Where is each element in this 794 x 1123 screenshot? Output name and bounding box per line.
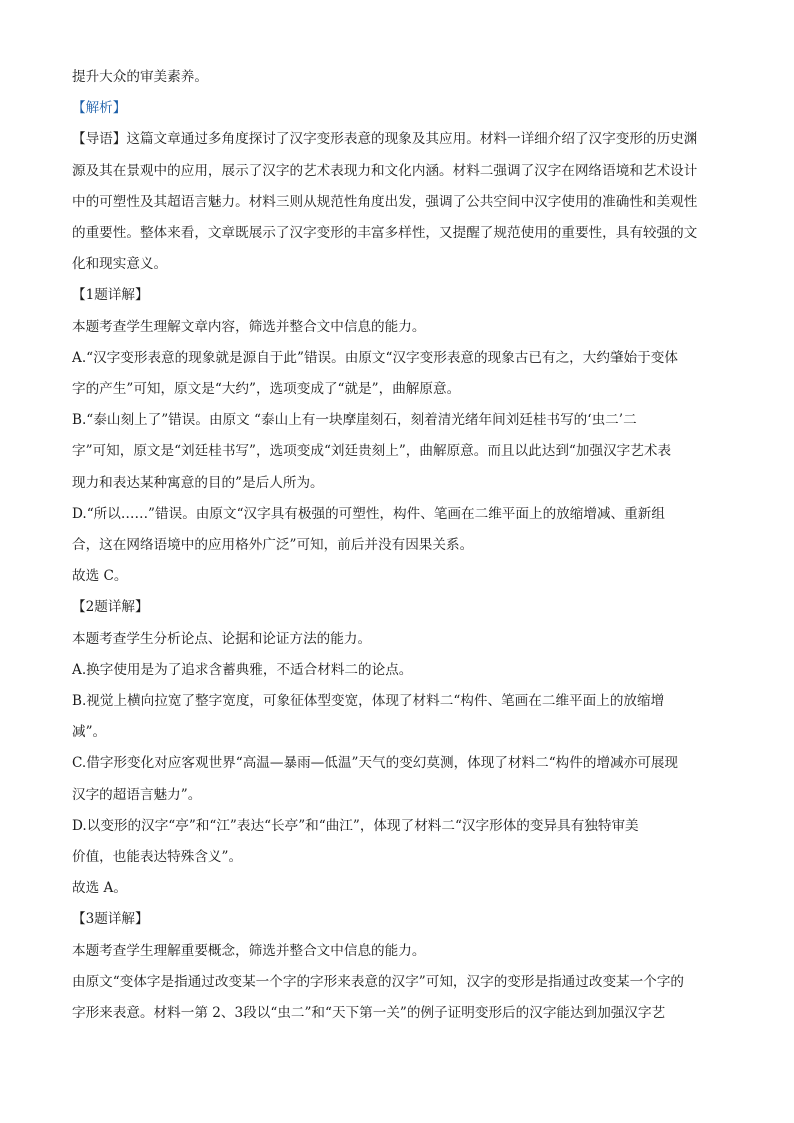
text-line: 化和现实意义。: [72, 256, 168, 273]
answer-line: 故选 A。: [72, 880, 127, 897]
text-line: 现力和表达某种寓意的目的”是后人所为。: [72, 474, 324, 491]
text-line: 合，这在网络语境中的应用格外广泛”可知，前后并没有因果关系。: [72, 537, 474, 554]
text-line: 字形来表意。材料一第 2、3段以“虫二”和“天下第一关”的例子证明变形后的汉字能达到加强汉字艺: [72, 1005, 666, 1022]
text-line: 中的可塑性及其超语言魅力。材料三则从规范性角度出发，强调了公共空间中汉字使用的准确性和美观性: [72, 193, 698, 210]
section-heading-q1: 【1题详解】: [72, 287, 149, 304]
text-line: 本题考查学生理解文章内容，筛选并整合文中信息的能力。: [72, 318, 426, 335]
text-line: 本题考查学生理解重要概念，筛选并整合文中信息的能力。: [72, 942, 426, 959]
text-line: 字”可知，原文是“刘廷桂书写”，选项变成“刘廷贵刻上”，曲解原意。而且以此达到“加强汉字艺术表: [72, 443, 672, 460]
text-line: 字的产生”可知，原文是“大约”，选项变成了“就是”，曲解原意。: [72, 381, 461, 398]
section-heading-q2: 【2题详解】: [72, 599, 149, 616]
text-line: 【导语】这篇文章通过多角度探讨了汉字变形表意的现象及其应用。材料一详细介绍了汉字变形的历史渊: [72, 131, 698, 148]
answer-line: 故选 C。: [72, 568, 128, 585]
text-line: A.“汉字变形表意的现象就是源自于此”错误。由原文“汉字变形表意的现象古已有之，大约肇始于变体: [72, 349, 678, 366]
text-line: 由原文“变体字是指通过改变某一个字的字形来表意的汉字”可知，汉字的变形是指通过改变某一个字的: [72, 973, 685, 990]
text-line: B.视觉上横向拉宽了整字宽度，可象征体型变宽，体现了材料二“构件、笔画在二维平面上的放缩增: [72, 693, 665, 710]
section-heading-q3: 【3题详解】: [72, 911, 149, 928]
text-line: 的重要性。整体来看，文章既展示了汉字变形的丰富多样性，又提醒了规范使用的重要性，具有较强的文: [72, 225, 698, 242]
text-line: 减”。: [72, 724, 107, 741]
text-line: B.“泰山刻上了”错误。由原文 “泰山上有一块摩崖刻石，刻着清光绪年间刘廷桂书写的‘虫二’二: [72, 412, 637, 429]
document-page: [72, 62, 724, 1029]
text-line: 提升大众的审美素养。: [72, 69, 208, 85]
text-line: C.借字形变化对应客观世界“高温—暴雨—低温”天气的变幻莫测，体现了材料二“构件的增减亦可展现: [72, 755, 679, 772]
text-line: 汉字的超语言魅力”。: [72, 786, 202, 803]
text-line: 本题考查学生分析论点、论据和论证方法的能力。: [72, 630, 372, 647]
text-line: D.“所以……”错误。由原文“汉字具有极强的可塑性，构件、笔画在二维平面上的放缩增减、重新组: [72, 505, 665, 522]
text-line: A.换字使用是为了追求含蓄典雅，不适合材料二的论点。: [72, 661, 413, 678]
section-heading-analysis: 【解析】: [72, 100, 127, 117]
text-line: 价值，也能表达特殊含义”。: [72, 849, 243, 866]
text-line: 源及其在景观中的应用，展示了汉字的艺术表现力和文化内涵。材料二强调了汉字在网络语境和艺术设计: [72, 162, 698, 179]
text-line: D.以变形的汉字“亭”和“江”表达“长亭”和“曲江”，体现了材料二“汉字形体的变异具有独特审美: [72, 817, 639, 834]
